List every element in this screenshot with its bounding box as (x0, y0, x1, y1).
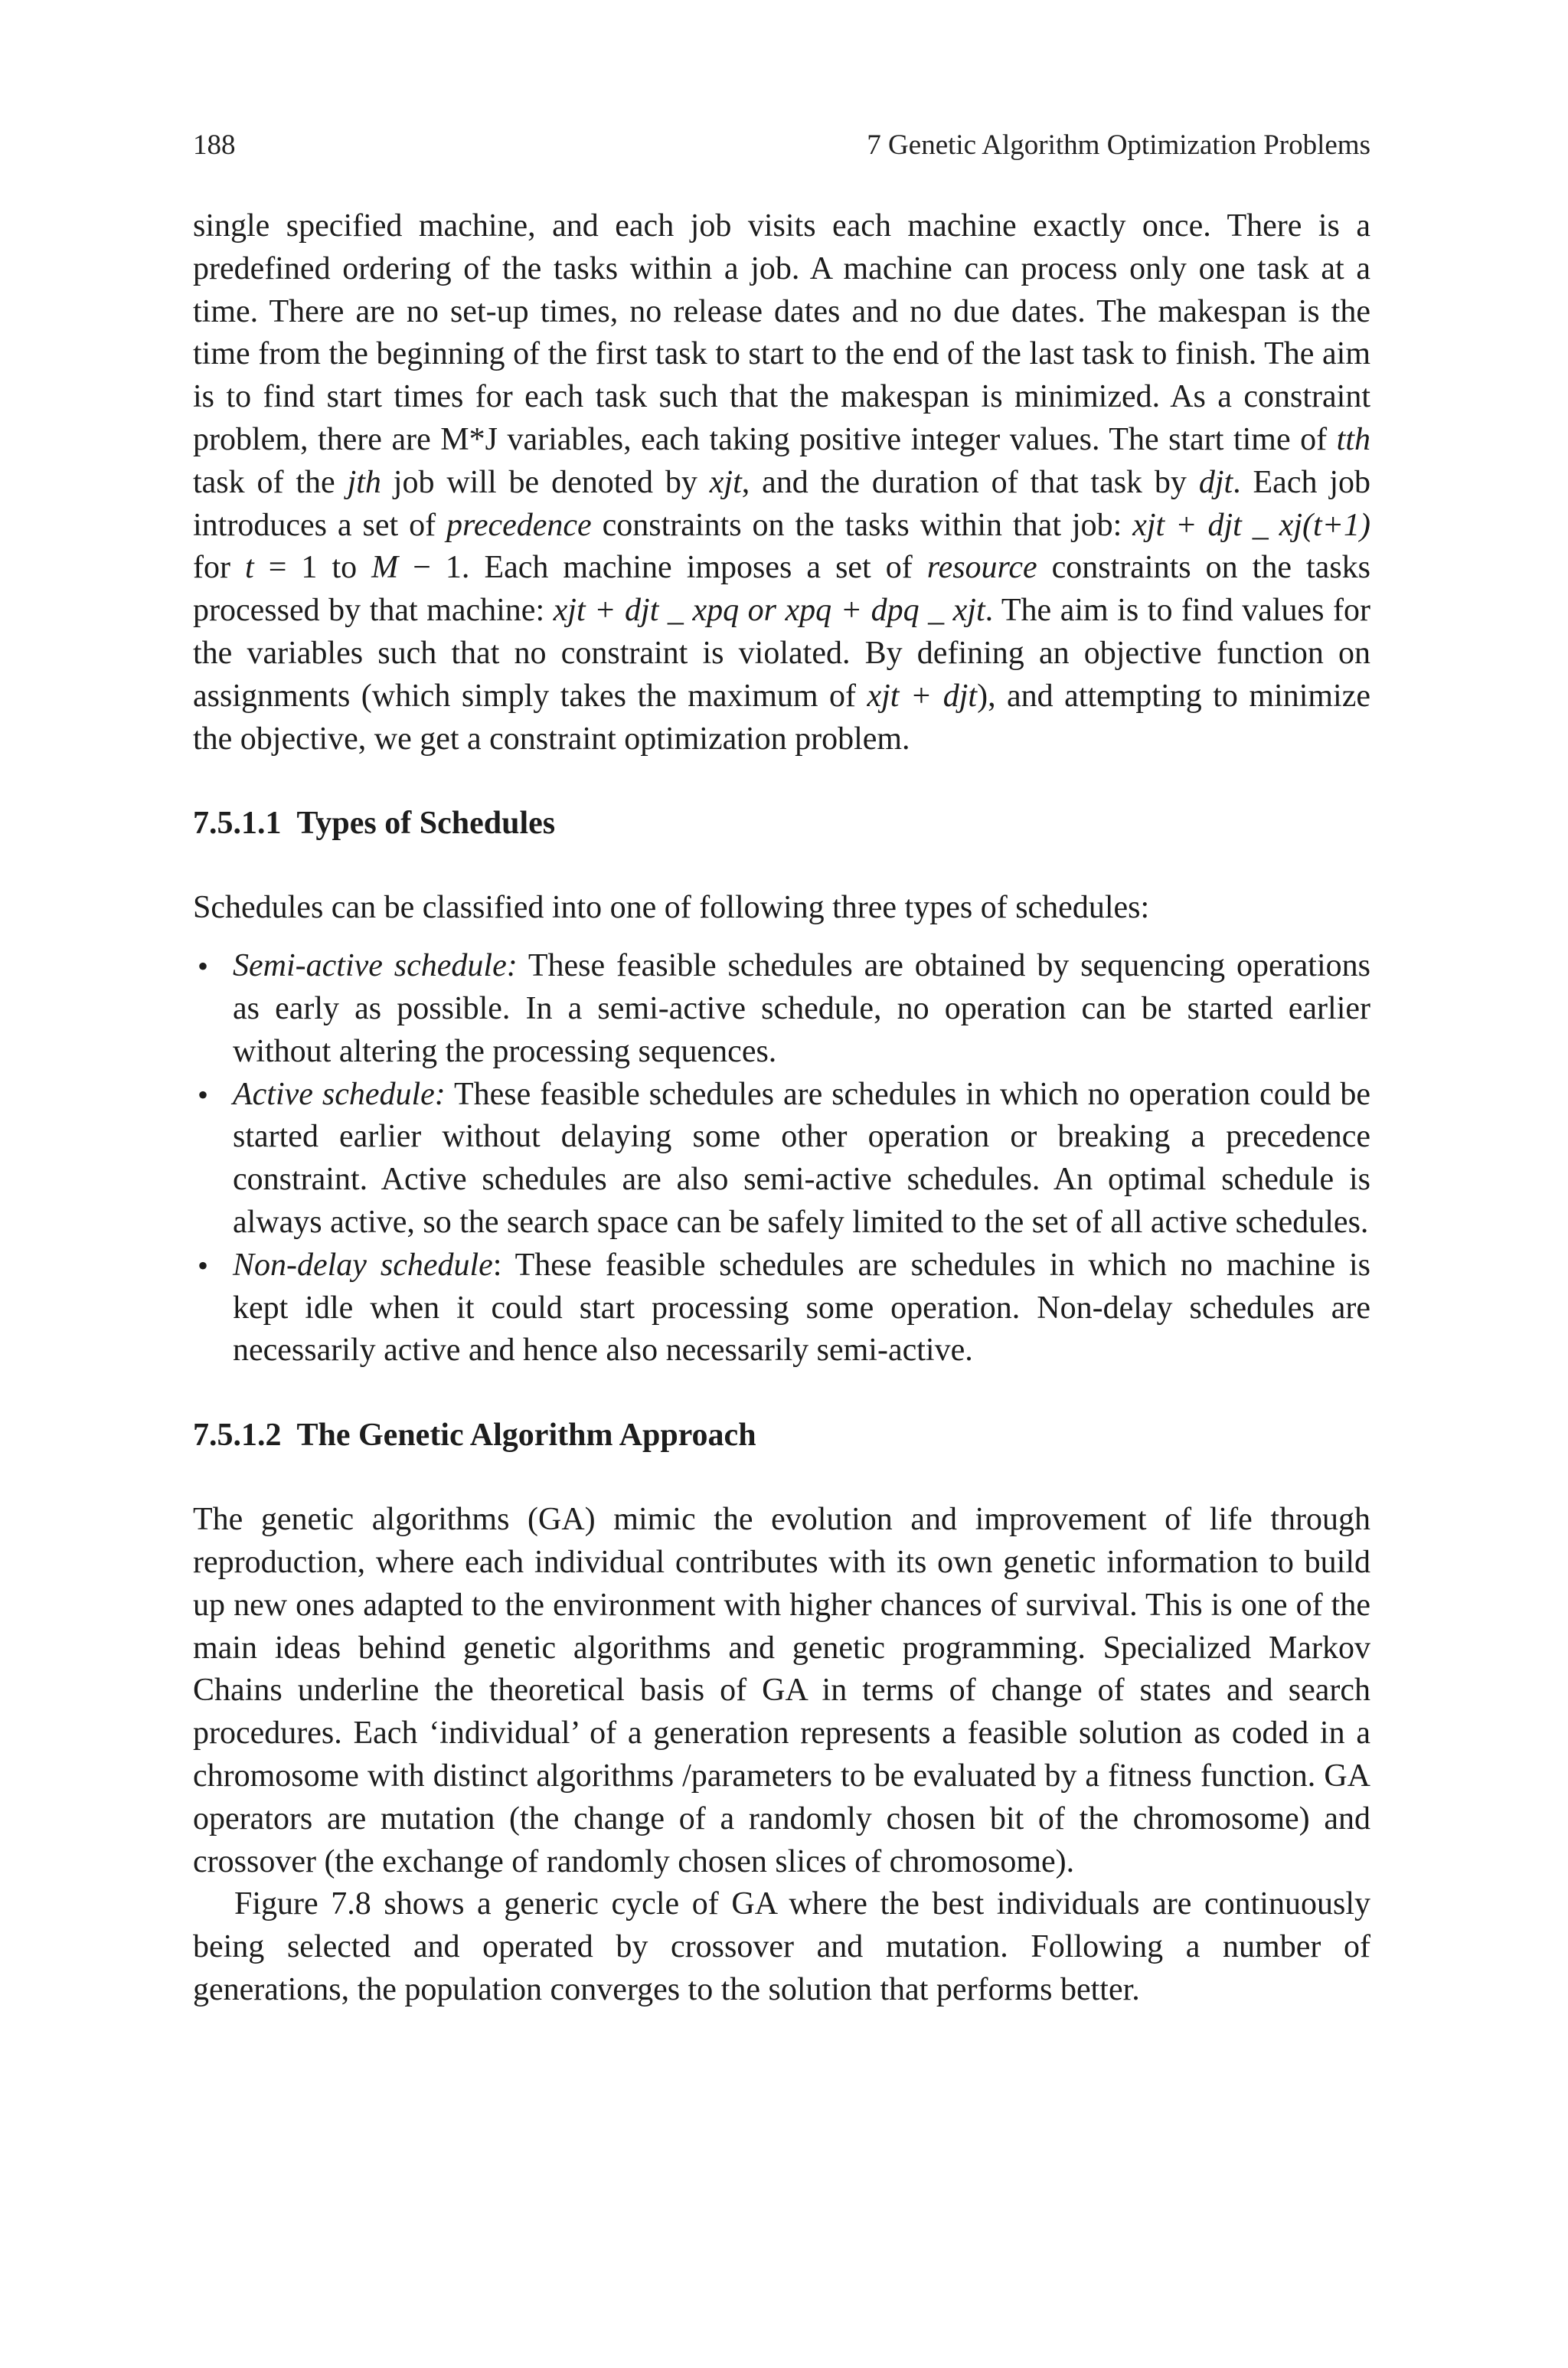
ga-paragraph-1: The genetic algorithms (GA) mimic the evolution and improvement of life through reproduction, where each individual contributes with its own genetic information to build up new ones adapted to the environment with higher chances of survival. This is one of the main ideas behind genetic algorithms and genetic programming. Specialized Markov Chains underline the theoretical basis of GA in terms of change of states and search procedures. Each ‘individual’ of a generation represents a feasible solution as coded in a chromosome with distinct algorithms /parameters to be evaluated by a fitness function. GA operators are mutation (the change of a randomly chosen bit of the chromosome) and crossover (the exchange of randomly chosen slices of chromosome). (193, 1502, 1370, 1879)
section-title: Types of Schedules (296, 806, 556, 842)
list-item-non-delay: • Non-delay schedule: These feasible schedules are schedules in which no machine is kept idle when it could start processing some operation. Non-delay schedules are necessarily active and hence also necessarily semi-active. (193, 1245, 1370, 1372)
section-heading-genetic-algorithm-approach (193, 1415, 1370, 1457)
bullet-dot-icon: • (198, 1077, 209, 1112)
schedule-types-list (193, 945, 1370, 1372)
page-number: 188 (193, 129, 236, 161)
intro-paragraph: single specified machine, and each job visits each machine exactly once. There is a predefined ordering of the tasks within a job. A machine can process only one task at a time. There are no set-up times, no release dates and no due dates. The makespan is the time from the beginning of the first task to start to the end of the last task to finish. The aim is to find start times for each task such that the makespan is minimized. As a constraint problem, there are M*J variables, each taking positive integer values. The start time of tth task of the jth job will be denoted by xjt, and the duration of that task by djt. Each job introduces a set of precedence constraints on the tasks within that job: xjt + djt _ xj(t+1) for t = 1 to M − 1. Each machine imposes a set of resource constraints on the tasks processed by that machine: xjt + djt _ xpq or xpq + dpq _ xjt. The aim is to find values for the variables such that no constraint is violated. By defining an objective function on assignments (which simply takes the maximum of xjt + djt), and attempting to minimize the objective, we get a constraint optimization problem. (193, 208, 1371, 757)
schedules-lead-paragraph: Schedules can be classified into one of following three types of schedules: (193, 890, 1150, 926)
running-title: 7 Genetic Algorithm Optimization Problems (867, 129, 1370, 161)
section-number: 7.5.1.1 (193, 806, 282, 842)
bullet-dot-icon: • (198, 949, 209, 984)
list-item-semi-active: • Semi-active schedule: These feasible schedules are obtained by sequencing operations as early as possible. In a semi-active schedule, no operation can be started earlier without altering the processing sequences. (193, 945, 1370, 1073)
ga-paragraph-2: Figure 7.8 shows a generic cycle of GA where the best individuals are continuously being selected and operated by crossover and mutation. Following a number of generations, the population converges to the solution that performs better. (193, 1886, 1370, 2007)
list-item-active: • Active schedule: These feasible schedules are schedules in which no operation could be started earlier without delaying some other operation or breaking a precedence constraint. Active schedules are also semi-active schedules. An optimal schedule is always active, so the search space can be safely limited to the set of all active schedules. (193, 1074, 1370, 1245)
page-body (193, 205, 1370, 2012)
bullet-dot-icon: • (198, 1248, 209, 1283)
section-heading-types-of-schedules (193, 803, 1370, 845)
section-title: The Genetic Algorithm Approach (296, 1418, 756, 1454)
section-number: 7.5.1.2 (193, 1418, 282, 1454)
